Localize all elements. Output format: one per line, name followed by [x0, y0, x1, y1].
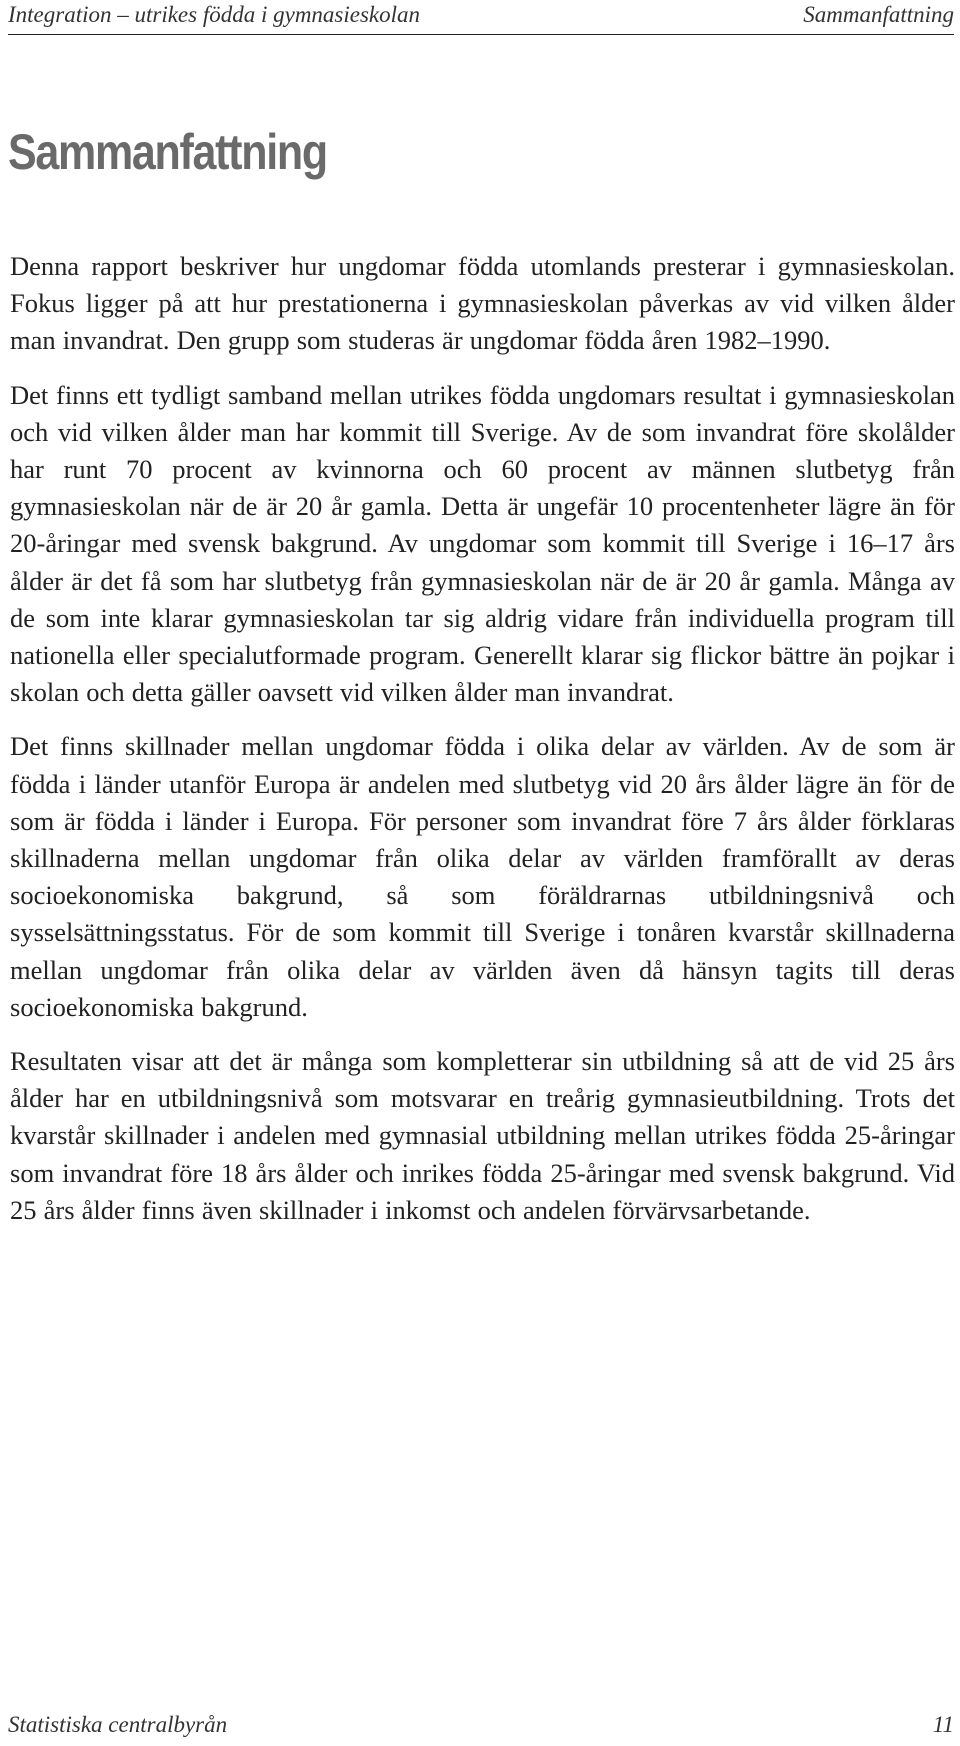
body-text — [10, 248, 955, 1229]
paragraph: Denna rapport beskriver hur ungdomar födda utomlands presterar i gymnasieskolan. Fokus ligger på att hur prestationerna i gymnasieskolan påverkas av vid vilken ålder man invandrat. Den grupp som studeras är ungdomar födda åren 1982–1990. — [10, 251, 955, 356]
page-number: 11 — [932, 1712, 954, 1737]
paragraph: Det finns skillnader mellan ungdomar födda i olika delar av världen. Av de som är födda i länder utanför Europa är andelen med slutbetyg vid 20 års ålder lägre än för de som är födda i länder i Europa. För personer som invandrat före 7 års ålder förklaras skillnaderna mellan ungdomar från olika delar av världen framförallt av deras socioekonomiska bakgrund, så som föräldrarnas utbildningsnivå och sysselsättningsstatus. För de som kommit till Sverige i tonåren kvarstår skillnaderna mellan ungdomar från olika delar av världen även då hänsyn tagits till deras socioekonomiska bakgrund. — [10, 731, 955, 1022]
page-title: Sammanfattning — [8, 124, 327, 180]
paragraph: Resultaten visar att det är många som kompletterar sin utbildning så att de vid 25 års ålder har en utbildningsnivå som motsvarar en treårig gymnasieutbildning. Trots det kvarstår skillnader i andelen med gymnasial utbildning mellan utrikes födda 25-åringar som invandrat före 18 års ålder och inrikes födda 25-åringar med svensk bakgrund. Vid 25 års ålder finns även skillnader i inkomst och andelen förvärvsarbetande. — [10, 1046, 955, 1225]
header-section-title: Sammanfattning — [803, 2, 954, 27]
header-report-title: Integration – utrikes födda i gymnasieskolan — [8, 2, 421, 27]
footer-publisher: Statistiska centralbyrån — [8, 1712, 228, 1737]
running-header — [8, 0, 954, 35]
paragraph: Det finns ett tydligt samband mellan utrikes födda ungdomars resultat i gymnasieskolan och vid vilken ålder man har kommit till Sverige. Av de som invandrat före skolålder har runt 70 procent av kvinnorna och 60 procent av männen slutbetyg från gymnasieskolan när de är 20 år gamla. Detta är ungefär 10 procentenheter lägre än för 20-åringar med svensk bakgrund. Av ungdomar som kommit till Sverige i 16–17 års ålder är det få som har slutbetyg från gymnasieskolan när de är 20 år gamla. Många av de som inte klarar gymnasieskolan tar sig aldrig vidare från individuella program till nationella eller specialutformade program. Generellt klarar sig flickor bättre än pojkar i skolan och detta gäller oavsett vid vilken ålder man invandrat. — [10, 379, 955, 708]
